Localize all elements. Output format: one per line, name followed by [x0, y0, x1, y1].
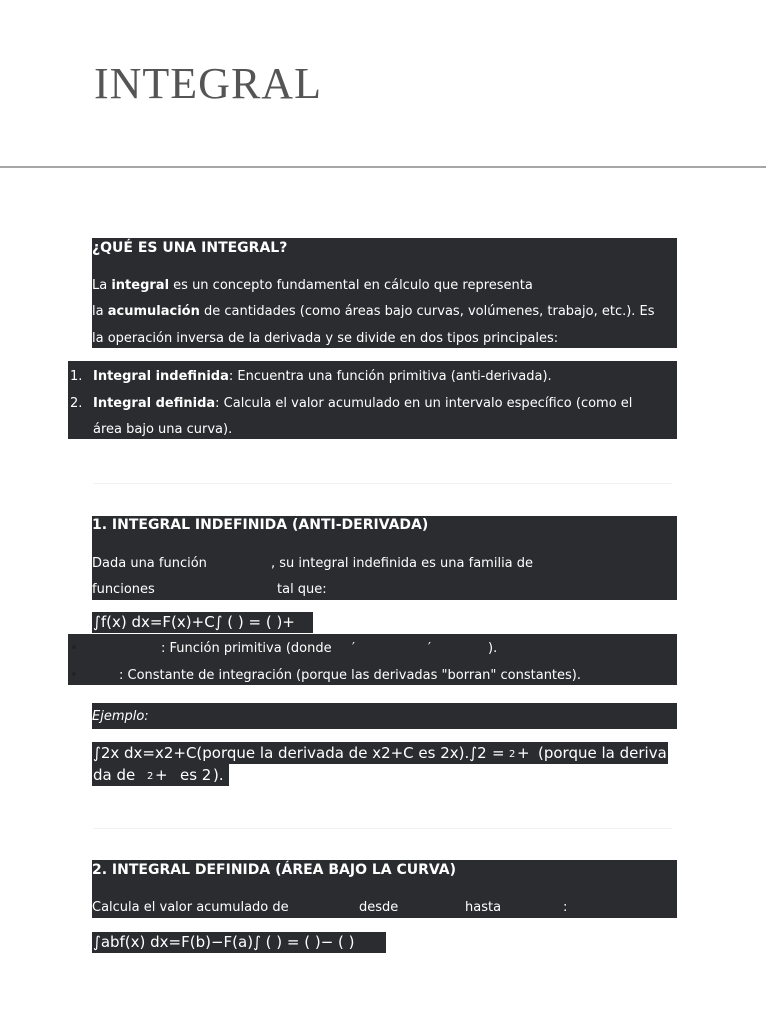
paragraph-line-b: , su integral indefinida es una familia de — [271, 556, 534, 571]
example-label: Ejemplo: — [92, 709, 149, 724]
list-number: 2. — [70, 396, 83, 411]
paragraph-line: la operación inversa de la derivada y se divide en dos tipos principales: — [92, 331, 559, 346]
formula-indefinite: ∫f(x) dx=F(x)+C∫ ( ) = ( )+ — [92, 612, 313, 633]
header-divider — [0, 166, 766, 168]
example-formula-line2: da de 2 + es 2 ). — [92, 764, 229, 786]
paragraph-line: La integral es un concepto fundamental en cálculo que representa — [92, 278, 533, 293]
paragraph-line-a: Dada una función — [92, 556, 207, 571]
list-item — [70, 369, 82, 384]
list-item-text: Integral definida: Calcula el valor acumulado en un intervalo específico (como el — [93, 396, 633, 411]
page-title: INTEGRAL — [94, 59, 322, 108]
paragraph-line: la acumulación de cantidades (como áreas bajo curvas, volúmenes, trabajo, etc.). Es — [92, 304, 655, 319]
bullet-marker: • — [70, 668, 78, 683]
section-heading: 1. INTEGRAL INDEFINIDA (ANTI-DERIVADA) — [92, 517, 429, 533]
bullet-marker: • — [70, 641, 78, 656]
section-definite-integral: 2. INTEGRAL DEFINIDA (ÁREA BAJO LA CURVA) Calcula el valor acumulado de desde hasta : — [92, 860, 677, 918]
paragraph-line-a: funciones — [92, 582, 155, 597]
section-divider — [94, 828, 672, 829]
bold-term: integral — [111, 278, 170, 293]
section-heading: ¿QUÉ ES UNA INTEGRAL? — [92, 240, 288, 256]
list-item — [70, 396, 82, 411]
section-divider — [94, 483, 672, 484]
bullet-item: : Constante de integración (porque las derivadas "borran" constantes). — [119, 668, 582, 683]
section-indefinite-integral — [92, 516, 677, 600]
example-formula-line1: ∫2x dx=x2+C(porque la derivada de x2+C es 2x).∫2 = 2 + (porque la deriva — [93, 744, 667, 762]
section-what-is-integral — [92, 238, 677, 348]
list-item-continuation: área bajo una curva). — [93, 422, 233, 437]
list-item-text: Integral indefinida: Encuentra una función primitiva (anti-derivada). — [93, 369, 552, 384]
paragraph-line-b: tal que: — [277, 582, 327, 597]
example-label-box — [92, 703, 677, 729]
types-list — [68, 361, 677, 439]
section-heading: 2. INTEGRAL DEFINIDA (ÁREA BAJO LA CURVA) — [92, 862, 457, 878]
bullet-list: : Función primitiva (donde ′ ′ ). : Constante de integración (porque las derivadas "borran" constantes). — [68, 634, 677, 685]
list-number: 1. — [70, 369, 83, 384]
formula-definite: ∫abf(x) dx=F(b)−F(a)∫ ( ) = ( )− ( ) — [92, 932, 386, 953]
bold-term: acumulación — [107, 304, 200, 319]
